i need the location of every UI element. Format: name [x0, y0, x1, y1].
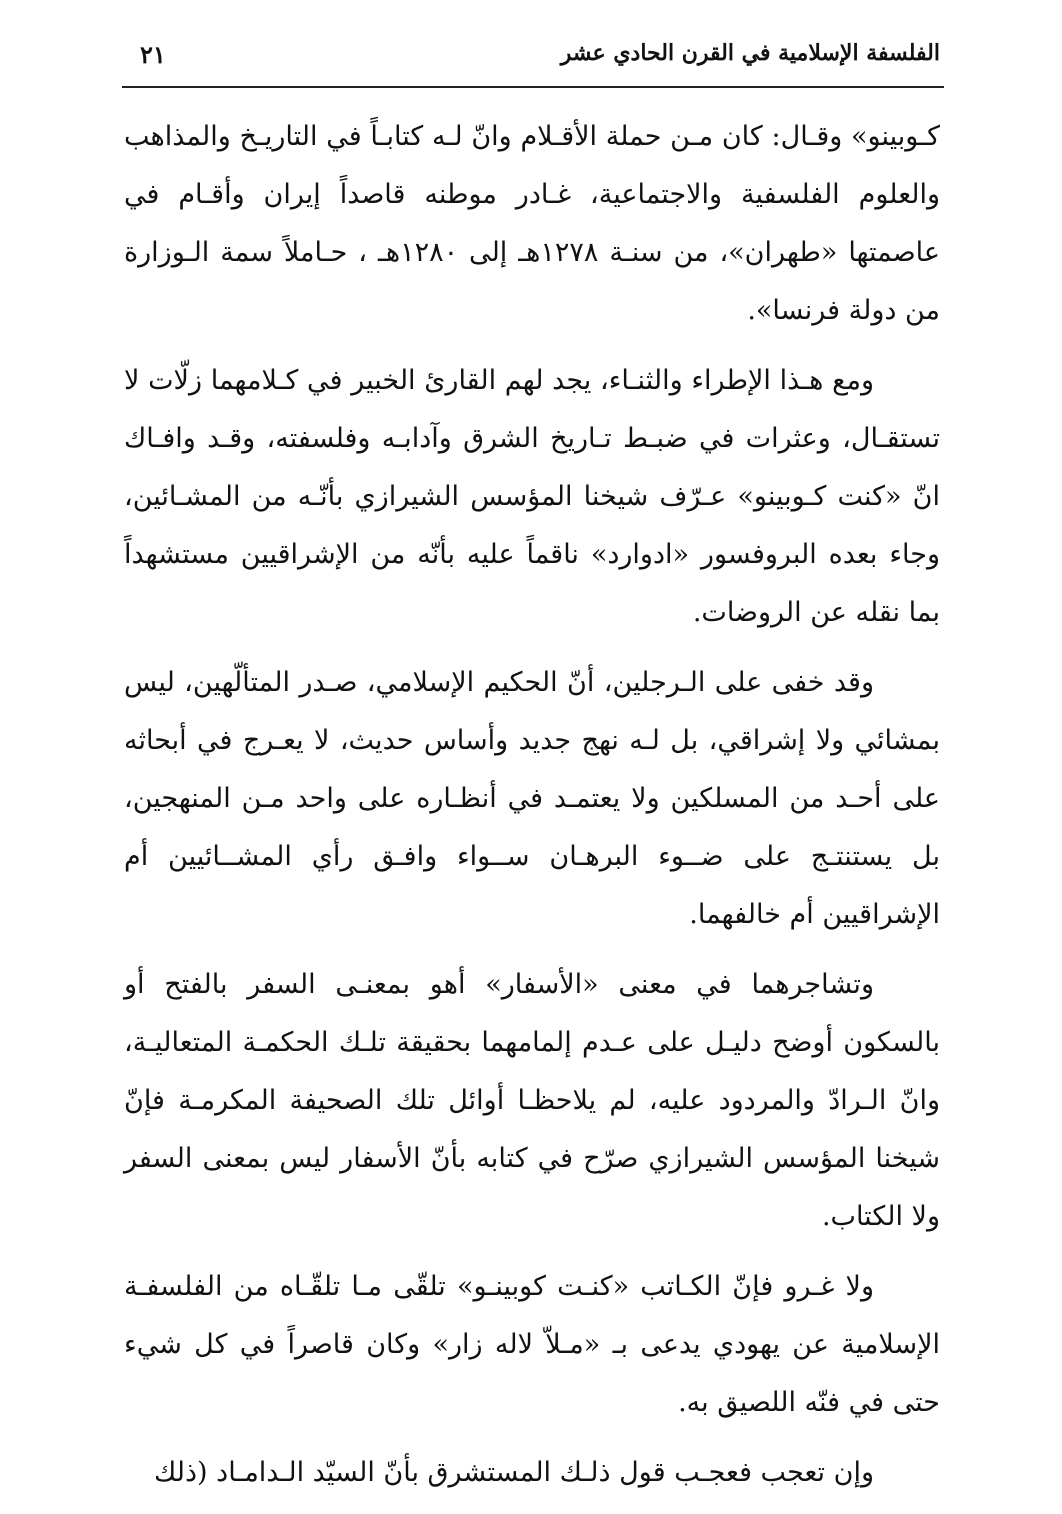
header-rule — [122, 86, 944, 88]
running-title: الفلسفة الإسلامية في القرن الحادي عشر — [560, 40, 940, 66]
paragraph-3: وقد خفى على الـرجلين، أنّ الحكيم الإسلامي، صـدر المتألّهين، ليس بمشائي ولا إشراقي، بل لـه نهج جديد وأساس حديث، لا يعـرج في أبحاثه على أحـد من المسلكين ولا يعتمـد في أنظـاره على واحد مـن المنهجين، بل يستنتـج على ضــوء البرهـان ســواء وافـق رأي المشــائيين أم الإشراقيين أم خالفهما. — [124, 667, 940, 930]
paragraph-4: وتشاجرهما في معنى «الأسفار» أهو بمعنـى السفر بالفتح أو بالسكون أوضح دليـل على عـدم إلمامهما بحقيقة تلـك الحكمـة المتعاليـة، وانّ الـرادّ والمردود عليه، لم يلاحظـا أوائل تلك الصحيفة المكرمـة فإنّ شيخنا المؤسس الشيرازي صرّح في كتابه بأنّ الأسفار ليس بمعنى السفر ولا الكتاب. — [124, 969, 940, 1232]
paragraph-5: ولا غـرو فإنّ الكـاتب «كنـت كوبينـو» تلقّى مـا تلقّـاه من الفلسفـة الإسلامية عن يهودي يدعى بـ «مـلاّ لاله زار» وكان قاصراً في كل شيء حتى في فنّه اللصيق به. — [124, 1271, 940, 1418]
paragraph-6: وإن تعجب فعجـب قول ذلـك المستشرق بأنّ السيّد الـدامـاد (ذلك — [154, 1457, 874, 1488]
page-number: ٢١ — [140, 40, 166, 69]
paragraph-1: كـوبينو» وقـال: كان مـن حملة الأقـلام وانّ لـه كتابـاً في التاريـخ والمذاهب والعلوم الفلسفية والاجتماعية، غـادر موطنه قاصداً إيران وأقـام في عاصمتها «طهران»، من سنـة ١٢٧٨هـ إلى ١٢٨٠هـ ، حـاملاً سمة الـوزارة من دولة فرنسا». — [124, 121, 941, 326]
paragraph-2: ومع هـذا الإطراء والثنـاء، يجد لهم القارئ الخبير في كـلامهما زلّات لا تستقـال، وعثرات في ضبـط تـاريخ الشرق وآدابـه وفلسفته، وقـد وافـاك انّ «كنت كـوبينو» عـرّف شيخنا المؤسس الشيرازي بأنّـه من المشـائين، وجاء بعده البروفسور «ادوارد» ناقماً عليه بأنّه من الإشراقيين مستشهداً بما نقله عن الروضات. — [124, 365, 940, 628]
body-text — [124, 108, 940, 1514]
page-header — [122, 36, 940, 86]
